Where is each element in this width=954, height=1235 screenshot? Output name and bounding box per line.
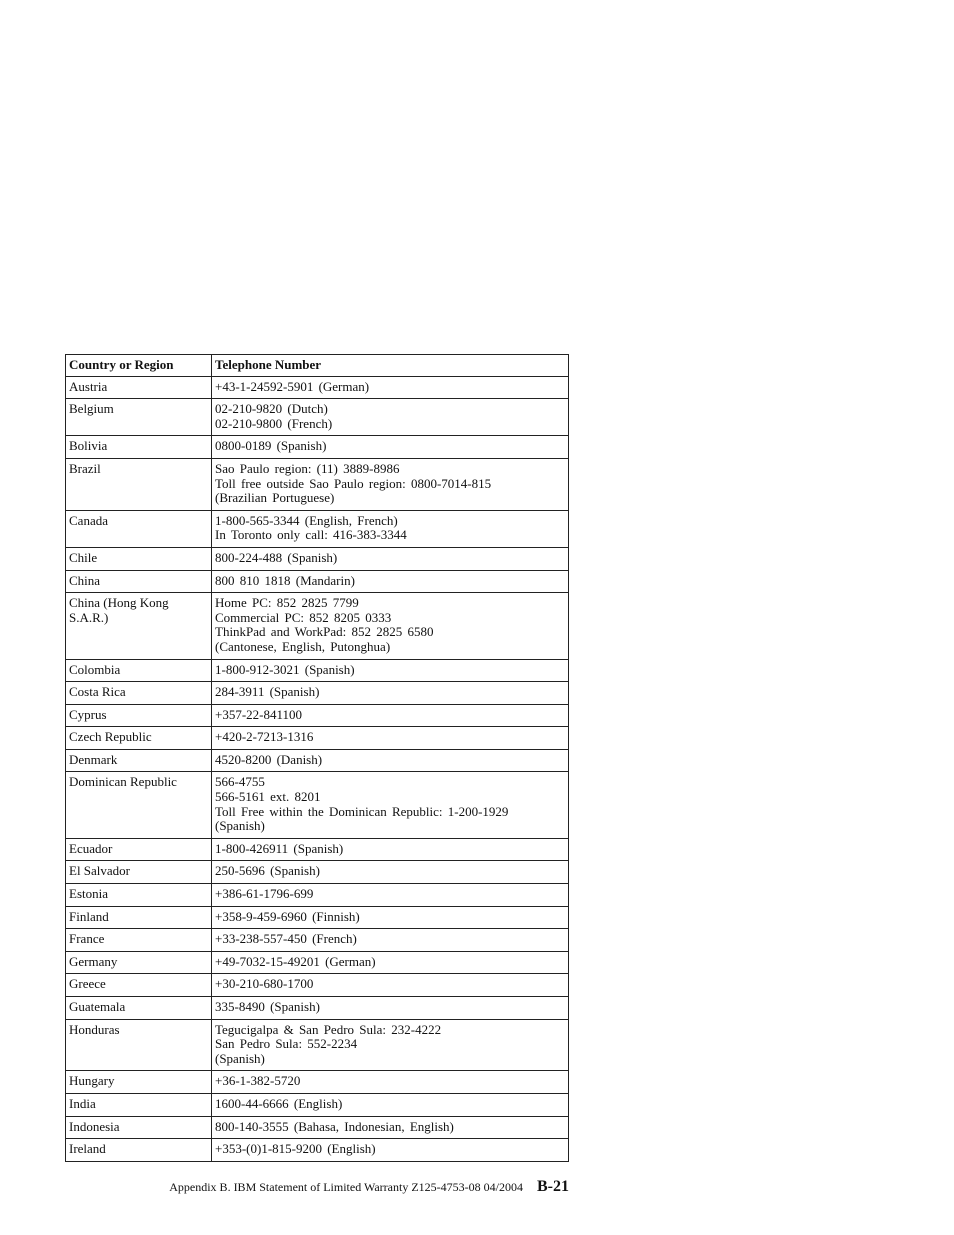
- phone-line: +30-210-680-1700: [215, 976, 314, 992]
- phone-cell: [212, 547, 569, 570]
- phone-cell: [212, 458, 569, 510]
- table-row: [66, 510, 569, 547]
- table-row: [66, 1093, 569, 1116]
- phone-line: +43-1-24592-5901 (German): [215, 378, 370, 394]
- phone-line: 1600-44-6666 (English): [215, 1095, 343, 1111]
- phone-cell: [212, 659, 569, 682]
- table-row: [66, 838, 569, 861]
- country-cell: [66, 929, 212, 952]
- phone-line: 02-210-9800 (French): [215, 415, 333, 431]
- country-cell: [66, 749, 212, 772]
- phone-line: +358-9-459-6960 (Finnish): [215, 908, 360, 924]
- table-row: [66, 1139, 569, 1162]
- country-cell: [66, 974, 212, 997]
- country-name: Denmark: [69, 751, 118, 767]
- table-row: [66, 861, 569, 884]
- phone-cell: [212, 727, 569, 750]
- phone-line: +357-22-841100: [215, 706, 303, 722]
- country-name: Germany: [69, 953, 118, 969]
- phone-line: (Brazilian Portuguese): [215, 490, 335, 506]
- phone-line: San Pedro Sula: 552-2234: [215, 1036, 358, 1052]
- country-cell: [66, 838, 212, 861]
- phone-cell: [212, 510, 569, 547]
- phone-line: +353-(0)1-815-9200 (English): [215, 1141, 376, 1157]
- country-cell: [66, 1093, 212, 1116]
- country-cell: [66, 436, 212, 459]
- column-header-country: Country or Region: [66, 355, 212, 377]
- country-cell: [66, 997, 212, 1020]
- phone-line: 800-224-488 (Spanish): [215, 549, 338, 565]
- country-name: Colombia: [69, 661, 121, 677]
- country-cell: [66, 659, 212, 682]
- table-row: [66, 1071, 569, 1094]
- phone-cell: [212, 772, 569, 838]
- table-row: [66, 1019, 569, 1071]
- phone-line: 0800-0189 (Spanish): [215, 438, 327, 454]
- country-name: El Salvador: [69, 863, 131, 879]
- country-name: Indonesia: [69, 1118, 120, 1134]
- country-name: Ecuador: [69, 840, 113, 856]
- country-cell: [66, 458, 212, 510]
- phone-cell: [212, 1139, 569, 1162]
- table-row: [66, 682, 569, 705]
- phone-cell: [212, 749, 569, 772]
- country-cell: [66, 682, 212, 705]
- phone-line: 1-800-426911 (Spanish): [215, 840, 344, 856]
- country-cell: [66, 510, 212, 547]
- phone-cell: [212, 376, 569, 399]
- phone-cell: [212, 1019, 569, 1071]
- table-row: [66, 772, 569, 838]
- table-row: [66, 906, 569, 929]
- phone-cell: [212, 436, 569, 459]
- country-name: Belgium: [69, 401, 114, 417]
- phone-line: 1-800-565-3344 (English, French): [215, 512, 398, 528]
- phone-line: 1-800-912-3021 (Spanish): [215, 661, 355, 677]
- phone-line: (Cantonese, English, Putonghua): [215, 638, 391, 654]
- phone-line: Sao Paulo region: (11) 3889-8986: [215, 460, 400, 476]
- table-row: [66, 376, 569, 399]
- phone-cell: [212, 906, 569, 929]
- table-header-row: [66, 355, 569, 377]
- country-cell: [66, 570, 212, 593]
- country-cell: [66, 1071, 212, 1094]
- country-name: Brazil: [69, 460, 101, 476]
- table-row: [66, 399, 569, 436]
- column-header-phone: Telephone Number: [212, 355, 569, 377]
- phone-line: (Spanish): [215, 818, 265, 834]
- phone-line: In Toronto only call: 416-383-3344: [215, 527, 407, 543]
- country-cell: [66, 1019, 212, 1071]
- country-name: France: [69, 931, 105, 947]
- page-footer: [0, 1178, 569, 1196]
- phone-line: Toll free outside Sao Paulo region: 0800-7014-815: [215, 475, 492, 491]
- phone-cell: [212, 570, 569, 593]
- country-cell: [66, 1116, 212, 1139]
- table-row: [66, 659, 569, 682]
- phone-line: ThinkPad and WorkPad: 852 2825 6580: [215, 624, 434, 640]
- country-cell: [66, 727, 212, 750]
- country-name: Canada: [69, 512, 108, 528]
- table-row: [66, 951, 569, 974]
- phone-line: 335-8490 (Spanish): [215, 999, 320, 1014]
- table-row: [66, 570, 569, 593]
- phone-cell: [212, 1093, 569, 1116]
- country-cell: [66, 906, 212, 929]
- country-cell: [66, 884, 212, 907]
- phone-line: +33-238-557-450 (French): [215, 931, 357, 947]
- phone-line: Tegucigalpa & San Pedro Sula: 232-4222: [215, 1021, 442, 1037]
- country-name: Hungary: [69, 1073, 115, 1089]
- country-name: Ireland: [69, 1141, 106, 1157]
- country-cell: [66, 861, 212, 884]
- page-number: B-21: [537, 1178, 569, 1195]
- phone-cell: [212, 399, 569, 436]
- table-row: [66, 727, 569, 750]
- phone-cell: [212, 682, 569, 705]
- country-name: Finland: [69, 908, 109, 924]
- country-name: Chile: [69, 549, 98, 565]
- table-row: [66, 929, 569, 952]
- phone-support-table: [65, 354, 569, 1162]
- table-row: [66, 974, 569, 997]
- country-cell: [66, 593, 212, 659]
- phone-cell: [212, 974, 569, 997]
- country-name: China (Hong Kong S.A.R.): [69, 595, 169, 625]
- phone-line: Commercial PC: 852 8205 0333: [215, 609, 392, 625]
- phone-line: 02-210-9820 (Dutch): [215, 401, 328, 417]
- country-name: Greece: [69, 976, 106, 992]
- table-row: [66, 1116, 569, 1139]
- phone-cell: [212, 704, 569, 727]
- phone-line: 566-5161 ext. 8201: [215, 789, 321, 805]
- country-name: Guatemala: [69, 999, 126, 1014]
- country-cell: [66, 951, 212, 974]
- phone-line: +36-1-382-5720: [215, 1073, 301, 1089]
- country-name: Austria: [69, 378, 108, 394]
- country-name: Cyprus: [69, 706, 107, 722]
- phone-cell: [212, 951, 569, 974]
- country-name: Estonia: [69, 886, 108, 902]
- phone-line: 800-140-3555 (Bahasa, Indonesian, English): [215, 1118, 454, 1134]
- table-row: [66, 749, 569, 772]
- phone-line: (Spanish): [215, 1050, 265, 1066]
- phone-line: +420-2-7213-1316: [215, 729, 314, 745]
- phone-cell: [212, 929, 569, 952]
- phone-cell: [212, 838, 569, 861]
- country-cell: [66, 399, 212, 436]
- phone-line: 250-5696 (Spanish): [215, 863, 320, 879]
- phone-line: Home PC: 852 2825 7799: [215, 595, 359, 611]
- footer-text: Appendix B. IBM Statement of Limited Warranty Z125-4753-08 04/2004: [169, 1180, 523, 1194]
- phone-cell: [212, 997, 569, 1020]
- country-name: Czech Republic: [69, 729, 152, 745]
- country-name: Dominican Republic: [69, 774, 177, 790]
- phone-line: 566-4755: [215, 774, 265, 790]
- country-cell: [66, 547, 212, 570]
- phone-cell: [212, 861, 569, 884]
- country-name: Bolivia: [69, 438, 108, 454]
- phone-line: 800 810 1818 (Mandarin): [215, 572, 355, 588]
- phone-line: Toll Free within the Dominican Republic: 1-200-1929: [215, 803, 509, 819]
- table-row: [66, 593, 569, 659]
- phone-cell: [212, 1071, 569, 1094]
- phone-line: +49-7032-15-49201 (German): [215, 953, 376, 969]
- country-cell: [66, 704, 212, 727]
- country-cell: [66, 376, 212, 399]
- table-row: [66, 436, 569, 459]
- phone-cell: [212, 884, 569, 907]
- country-name: China: [69, 572, 101, 588]
- table-row: [66, 884, 569, 907]
- phone-line: +386-61-1796-699: [215, 886, 314, 902]
- country-cell: [66, 1139, 212, 1162]
- table-row: [66, 704, 569, 727]
- country-name: India: [69, 1095, 96, 1111]
- phone-cell: [212, 1116, 569, 1139]
- table-row: [66, 997, 569, 1020]
- country-cell: [66, 772, 212, 838]
- table-row: [66, 458, 569, 510]
- phone-cell: [212, 593, 569, 659]
- table-body: [66, 376, 569, 1161]
- phone-line: 4520-8200 (Danish): [215, 751, 323, 767]
- phone-line: 284-3911 (Spanish): [215, 684, 320, 700]
- country-name: Honduras: [69, 1021, 120, 1037]
- table-row: [66, 547, 569, 570]
- country-name: Costa Rica: [69, 684, 126, 700]
